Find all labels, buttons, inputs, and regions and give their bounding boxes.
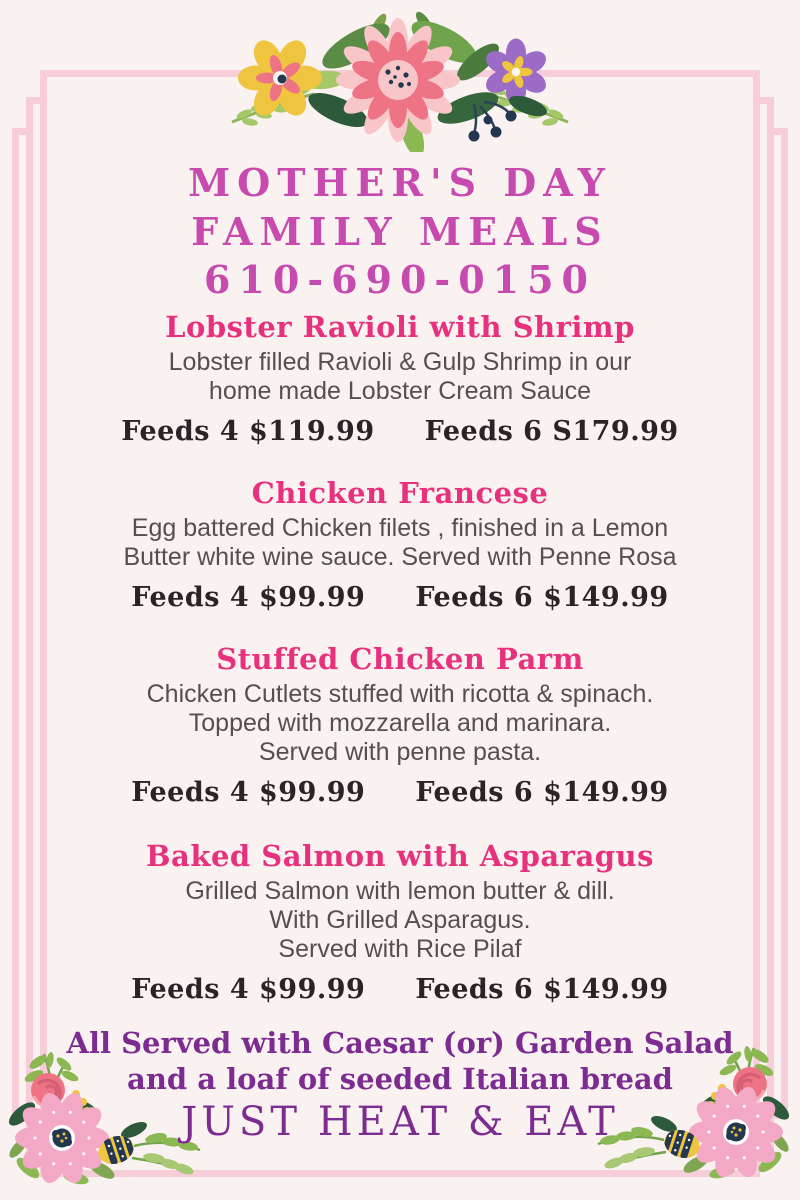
feeds-6-price: Feeds 6 $149.99 [415, 974, 669, 1005]
feeds-4-price: Feeds 4 $99.99 [131, 974, 366, 1005]
menu-item-description [0, 877, 800, 964]
feeds-6-price: Feeds 6 $149.99 [415, 582, 669, 613]
description-line: Served with penne pasta. [258, 738, 542, 766]
menu-item-description [0, 514, 800, 572]
footer [0, 1025, 800, 1145]
feeds-6-price: Feeds 6 $149.99 [415, 777, 669, 808]
description-line: Butter white wine sauce. Served with Penne Rosa [123, 543, 677, 571]
menu-item-name: Chicken Francese [251, 476, 549, 510]
menu-item-baked-salmon [0, 841, 800, 1005]
menu-item-prices [0, 582, 800, 613]
menu-item-stuffed-chicken-parm [0, 644, 800, 808]
description-line: Topped with mozzarella and marinara. [188, 709, 612, 737]
feeds-4-price: Feeds 4 $99.99 [131, 777, 366, 808]
description-line: home made Lobster Cream Sauce [208, 377, 592, 405]
menu-item-prices [0, 777, 800, 808]
menu-item-description [0, 348, 800, 406]
description-line: Lobster filled Ravioli & Gulp Shrimp in our [168, 348, 632, 376]
footer-note-line-2: and a loaf of seeded Italian bread [127, 1062, 673, 1096]
menu-item-prices [0, 416, 800, 447]
menu-item-chicken-francese [0, 478, 800, 613]
description-line: Served with Rice Pilaf [278, 935, 522, 963]
flower-bouquet-icon [228, 10, 572, 152]
footer-tagline: JUST HEAT & EAT [181, 1099, 619, 1145]
menu-item-description [0, 680, 800, 767]
feeds-6-price: Feeds 6 S179.99 [424, 416, 679, 447]
description-line: With Grilled Asparagus. [269, 906, 531, 934]
description-line: Chicken Cutlets stuffed with ricotta & spinach. [146, 680, 654, 708]
page-title-line-2: FAMILY MEALS [191, 209, 609, 254]
phone-number: 610-690-0150 [204, 257, 596, 302]
page-title-line-1: MOTHER'S DAY [188, 160, 612, 205]
description-line: Egg battered Chicken filets , finished in a Lemon [131, 514, 669, 542]
menu-item-lobster-ravioli [0, 312, 800, 447]
footer-note-line-1: All Served with Caesar (or) Garden Salad [66, 1026, 734, 1060]
menu-item-name: Baked Salmon with Asparagus [146, 839, 654, 873]
menu-item-name: Lobster Ravioli with Shrimp [165, 310, 635, 344]
header [0, 158, 800, 303]
feeds-4-price: Feeds 4 $99.99 [131, 582, 366, 613]
menu-item-name: Stuffed Chicken Parm [216, 642, 584, 676]
menu-item-prices [0, 974, 800, 1005]
description-line: Grilled Salmon with lemon butter & dill. [185, 877, 615, 905]
feeds-4-price: Feeds 4 $119.99 [121, 416, 375, 447]
